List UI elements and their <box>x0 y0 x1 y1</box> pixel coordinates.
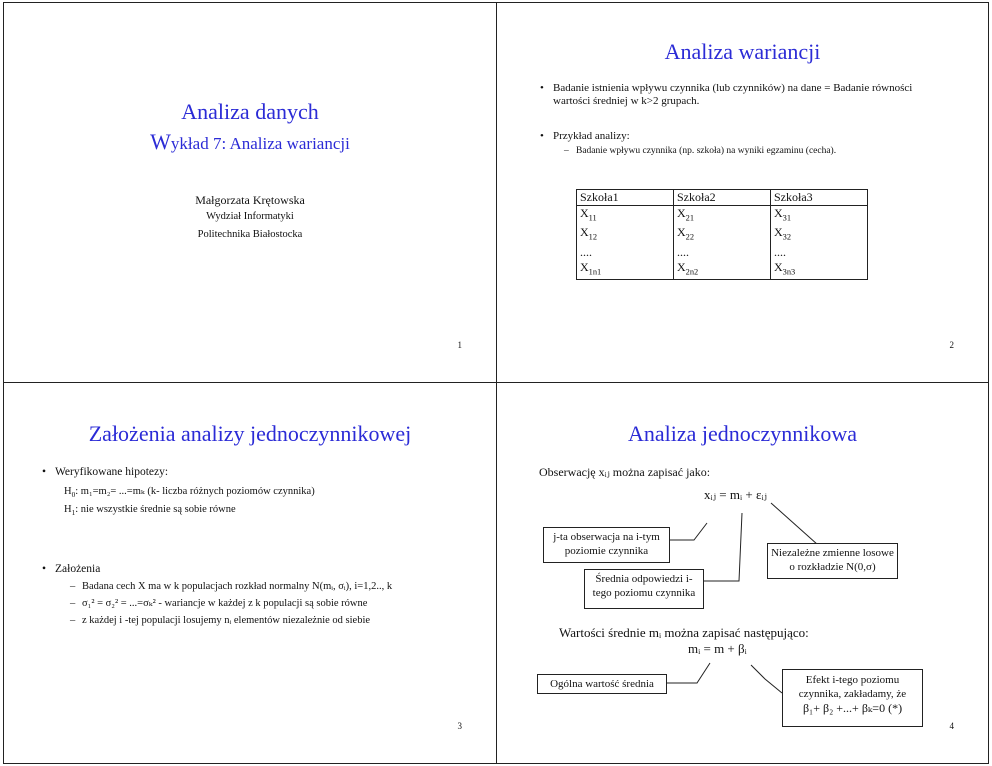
connector-obs <box>670 523 707 540</box>
box-group-mean: Średnia odpowiedzi i-tego poziomu czynnika <box>584 569 704 609</box>
bullet-text: Badanie istnienia wpływu czynnika (lub czynników) na dane = Badanie równości wartości średniej w k>2 grupach. <box>553 82 913 107</box>
sub-text: z każdej i -tej populacji losujemy nᵢ elementów niezależnie od siebie <box>82 615 371 626</box>
slide-2 <box>496 2 989 383</box>
page-number: 2 <box>949 340 954 350</box>
table-cell: .... <box>674 245 771 260</box>
bullet-item <box>42 465 169 479</box>
table-header-row <box>577 190 868 206</box>
means-text: Wartości średnie mᵢ można zapisać następująco: <box>559 625 809 640</box>
table-cell: .... <box>771 245 868 260</box>
equation-observation: xᵢⱼ = mᵢ + εᵢⱼ <box>704 487 767 502</box>
bullet-text: Założenia <box>55 563 101 575</box>
box-independent-errors: Niezależne zmienne losowe o rozkładzie N(0,σ) <box>767 543 898 579</box>
slide-3 <box>3 382 497 764</box>
table-cell: $X_{32}$ <box>771 225 868 244</box>
effect-line-2: czynnika, zakładamy, że <box>798 688 907 700</box>
slide-2-title: Analiza wariancji <box>664 39 821 64</box>
effect-line-1: Efekt i-tego poziomu <box>805 674 900 686</box>
slide-4-title: Analiza jednoczynnikowa <box>627 421 858 446</box>
schools-table <box>576 189 868 280</box>
author: Małgorzata Krętowska <box>195 193 305 207</box>
sub-item <box>70 580 393 593</box>
table-cell: $X_{31}$ <box>771 206 868 226</box>
connector-mean <box>704 513 742 581</box>
slide-1 <box>3 2 497 383</box>
connector-overall <box>667 663 710 683</box>
table-header: Szkoła3 <box>771 190 868 206</box>
box-observation: j-ta obserwacja na i-tym poziomie czynnika <box>543 527 670 563</box>
university: Politechnika Białostocka <box>197 229 303 240</box>
sub-text: Badanie wpływu czynnika (np. szkoła) na wyniki egzaminu (cecha). <box>576 146 837 156</box>
page-number: 3 <box>457 721 462 731</box>
sub-item <box>70 597 368 610</box>
page-number: 4 <box>949 721 954 731</box>
dash-icon: – <box>70 581 76 592</box>
slide-1-title: Analiza danych <box>181 99 319 124</box>
bullet-text: Przykład analizy: <box>553 130 630 142</box>
slide-3-title: Założenia analizy jednoczynnikowej <box>88 421 412 446</box>
table-header: Szkoła2 <box>674 190 771 206</box>
table-row <box>577 225 868 244</box>
table-header: Szkoła1 <box>577 190 674 206</box>
bullet-item <box>540 82 913 108</box>
table-cell: .... <box>577 245 674 260</box>
intro-text: Obserwację xᵢⱼ można zapisać jako: <box>539 465 711 479</box>
connector-effect <box>751 665 782 693</box>
table-cell: $X_{3n3}$ <box>771 260 868 280</box>
bullet-icon: • <box>42 563 47 575</box>
bullet-icon: • <box>540 82 544 94</box>
table-cell: $X_{2n2}$ <box>674 260 771 280</box>
sub-text: σ₁² = σ₂² = ...=σₖ² - wariancje w każdej z k populacji są sobie równe <box>82 598 368 609</box>
table-cell: $X_{22}$ <box>674 225 771 244</box>
table-row <box>577 245 868 260</box>
effect-line-3: β₁+ β₂ +...+ βₖ=0 (*) <box>802 701 903 715</box>
table-row <box>577 206 868 226</box>
bullet-item <box>540 129 630 143</box>
bullet-text: Weryfikowane hipotezy: <box>55 466 169 478</box>
box-overall-mean: Ogólna wartość średnia <box>537 674 667 694</box>
dash-icon: – <box>70 598 76 609</box>
equation-means: mᵢ = m + βᵢ <box>688 641 747 656</box>
dash-icon: – <box>564 146 569 156</box>
table-cell: $X_{12}$ <box>577 225 674 244</box>
bullet-icon: • <box>42 466 47 478</box>
hypothesis-h0: $H_0$: m₁=m₂= ...=mₖ (k- liczba różnych poziomów czynnika) <box>64 486 315 500</box>
bullet-item <box>42 562 101 576</box>
dash-icon: – <box>70 615 76 626</box>
table-cell: $X_{21}$ <box>674 206 771 226</box>
page-number: 1 <box>457 340 462 350</box>
department: Wydział Informatyki <box>206 211 294 222</box>
table-row <box>577 260 868 280</box>
sub-text: Badana cech X ma w k populacjach rozkład normalny N(mᵢ, σᵢ), i=1,2.., k <box>82 581 393 592</box>
box-factor-effect <box>782 669 923 727</box>
table-cell: $X_{11}$ <box>577 206 674 226</box>
sub-item <box>564 145 837 158</box>
table-cell: $X_{1n1}$ <box>577 260 674 280</box>
slide-1-subtitle <box>4 129 496 155</box>
bullet-icon: • <box>540 130 544 142</box>
hypothesis-h1: $H_1$: nie wszystkie średnie są sobie równe <box>64 504 236 518</box>
slide-4 <box>496 382 989 764</box>
subtitle-initial: W <box>150 129 171 154</box>
subtitle-rest: ykład 7: Analiza wariancji <box>170 134 350 153</box>
sub-item <box>70 614 371 627</box>
